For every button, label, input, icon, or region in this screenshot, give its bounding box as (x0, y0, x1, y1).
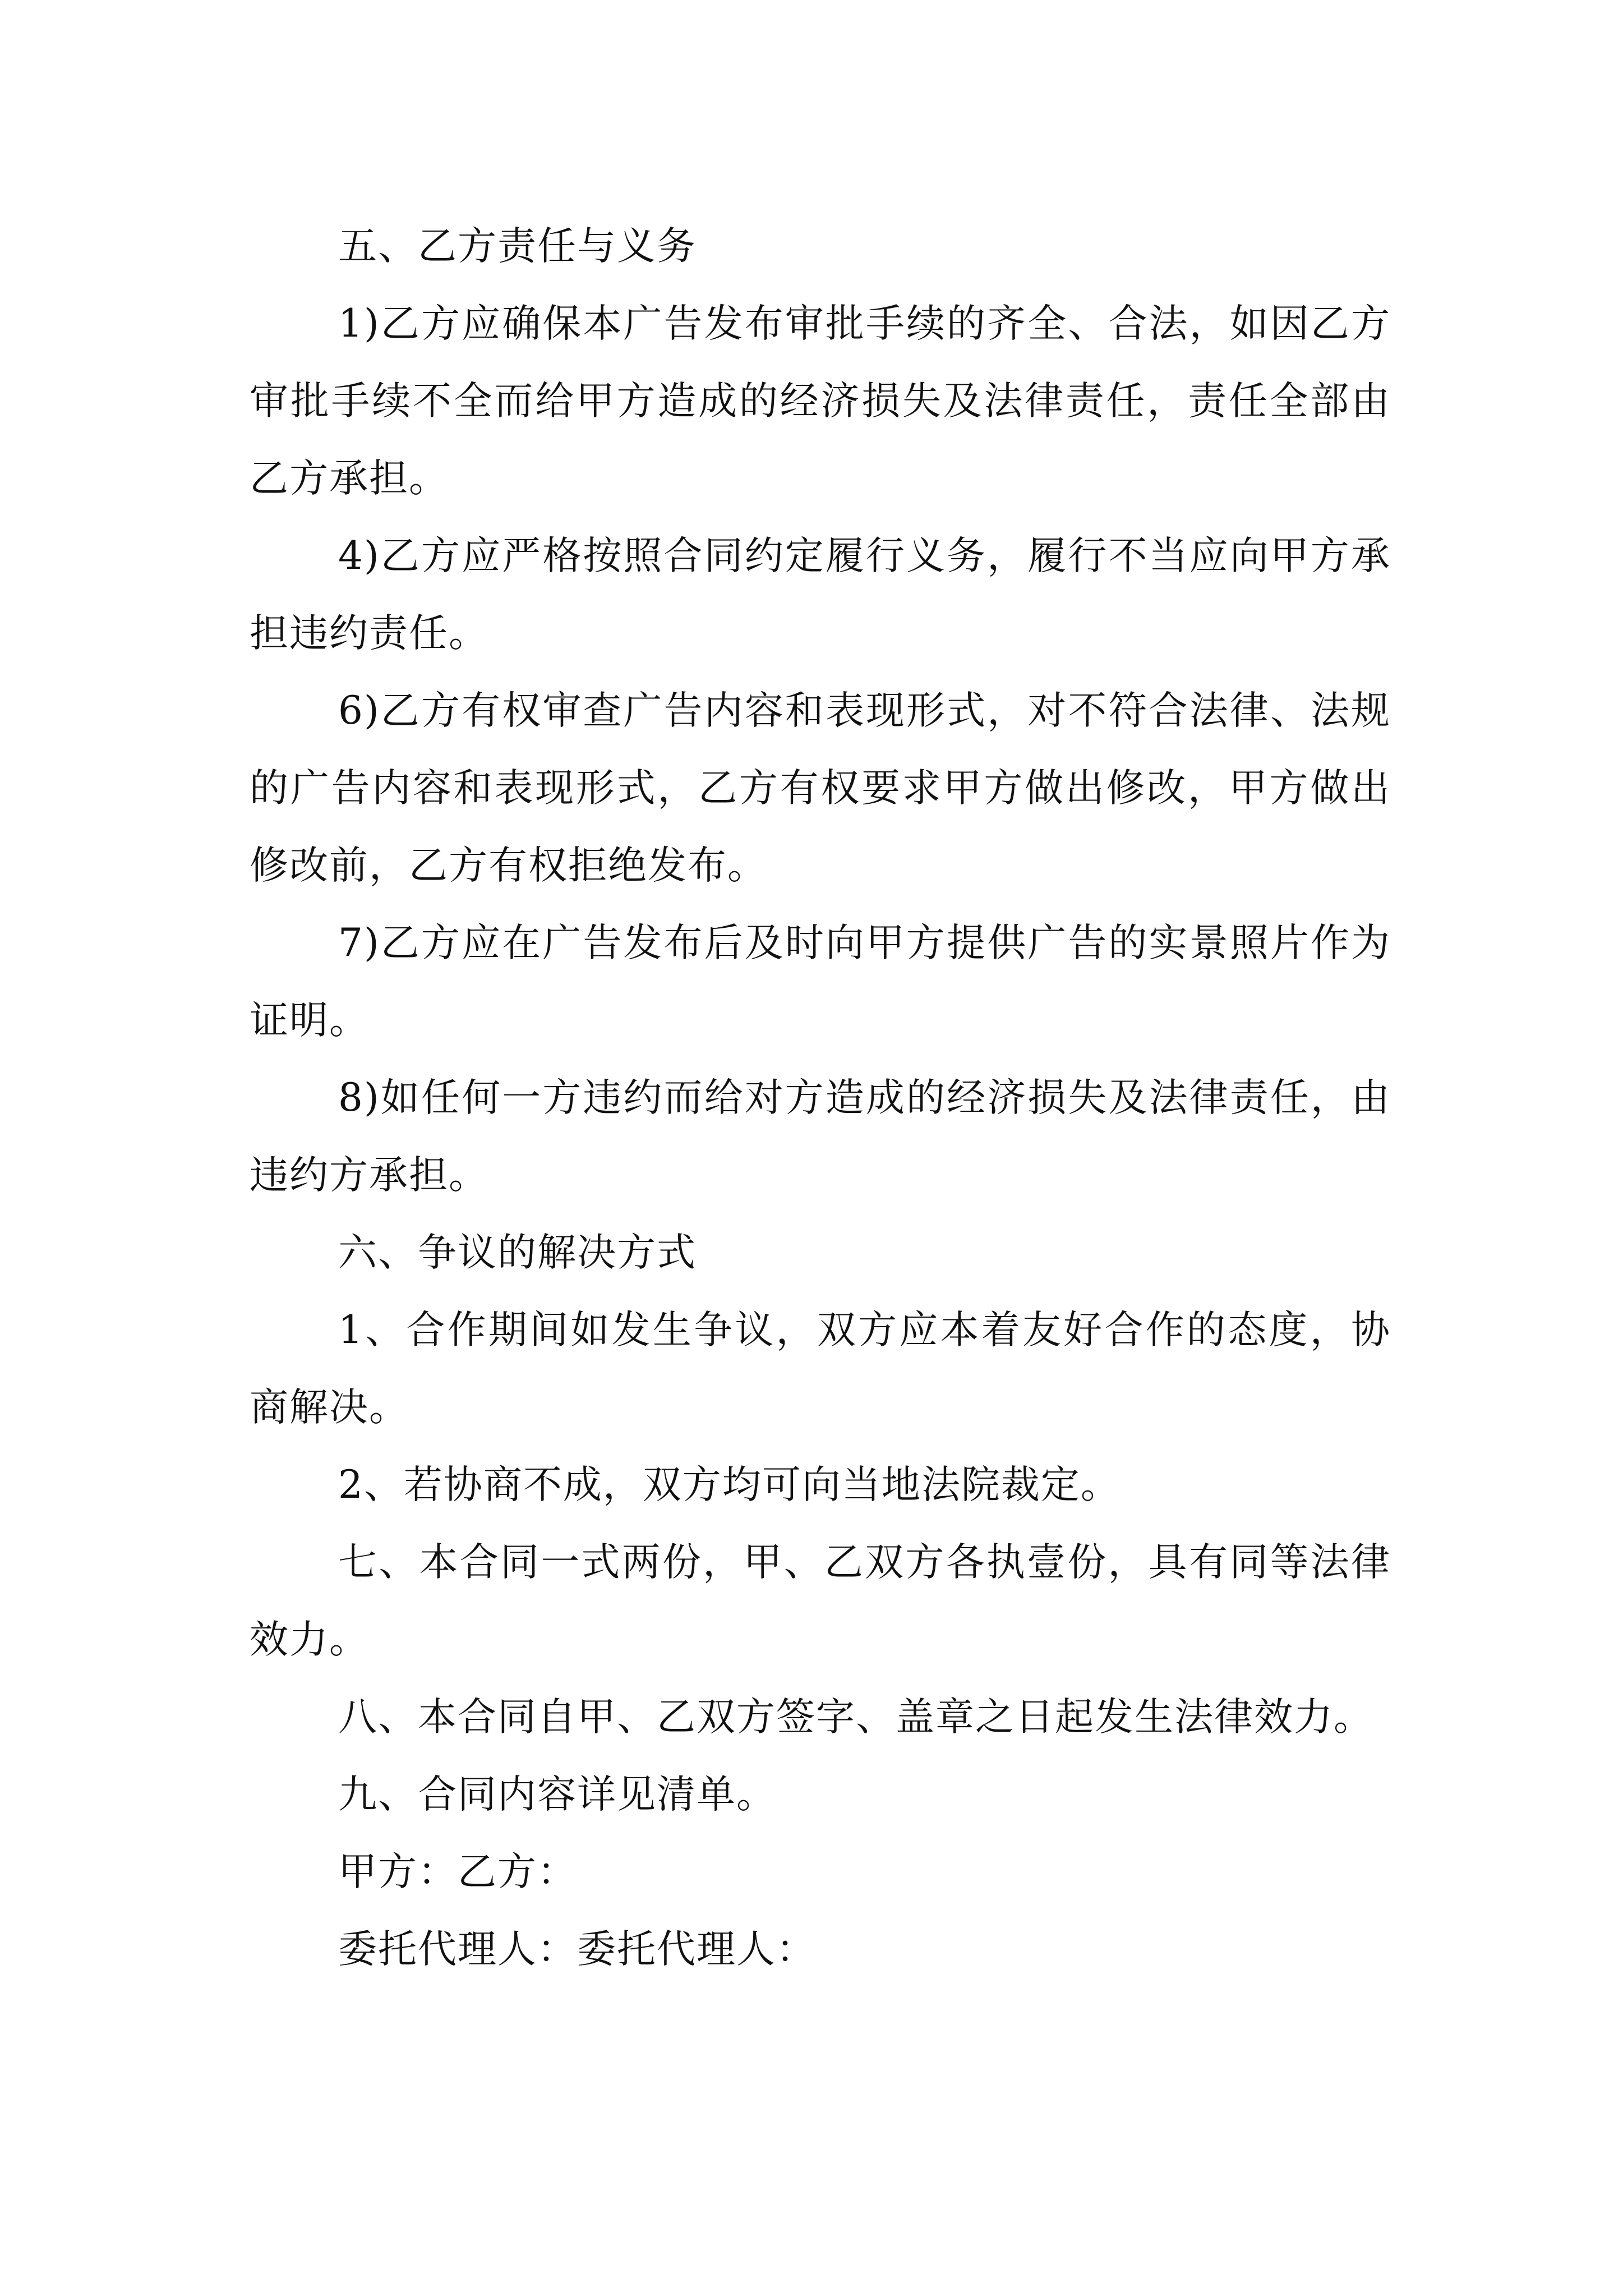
clause-paragraph: 八、本合同自甲、乙双方签字、盖章之日起发生法律效力。 (338, 1695, 1373, 1740)
agent-signature-line: 委托代理人：委托代理人： (338, 1927, 816, 1972)
party-signature-line: 甲方：乙方： (338, 1849, 577, 1894)
clause-paragraph: 1)乙方应确保本广告发布审批手续的齐全、合法，如因乙方审批手续不全而给甲方造成的经济损失及法律责任，责任全部由乙方承担。 (250, 301, 1391, 501)
section-heading-6: 六、争议的解决方式 (338, 1230, 697, 1275)
clause-paragraph: 2、若协商不成，双方均可向当地法院裁定。 (338, 1462, 1121, 1507)
clause-paragraph: 8)如任何一方违约而给对方造成的经济损失及法律责任，由违约方承担。 (250, 1075, 1391, 1198)
clause-paragraph: 九、合同内容详见清单。 (338, 1772, 776, 1817)
section-heading-5: 五、乙方责任与义务 (338, 224, 697, 269)
clause-paragraph: 七、本合同一式两份，甲、乙双方各执壹份，具有同等法律效力。 (250, 1540, 1391, 1662)
document-page (250, 208, 1391, 1988)
clause-paragraph: 4)乙方应严格按照合同约定履行义务，履行不当应向甲方承担违约责任。 (250, 533, 1391, 656)
clause-paragraph: 6)乙方有权审查广告内容和表现形式，对不符合法律、法规的广告内容和表现形式，乙方有权要求甲方做出修改，甲方做出修改前，乙方有权拒绝发布。 (250, 688, 1391, 888)
clause-paragraph: 7)乙方应在广告发布后及时向甲方提供广告的实景照片作为证明。 (250, 921, 1391, 1043)
clause-paragraph: 1、合作期间如发生争议，双方应本着友好合作的态度，协商解决。 (250, 1308, 1391, 1430)
